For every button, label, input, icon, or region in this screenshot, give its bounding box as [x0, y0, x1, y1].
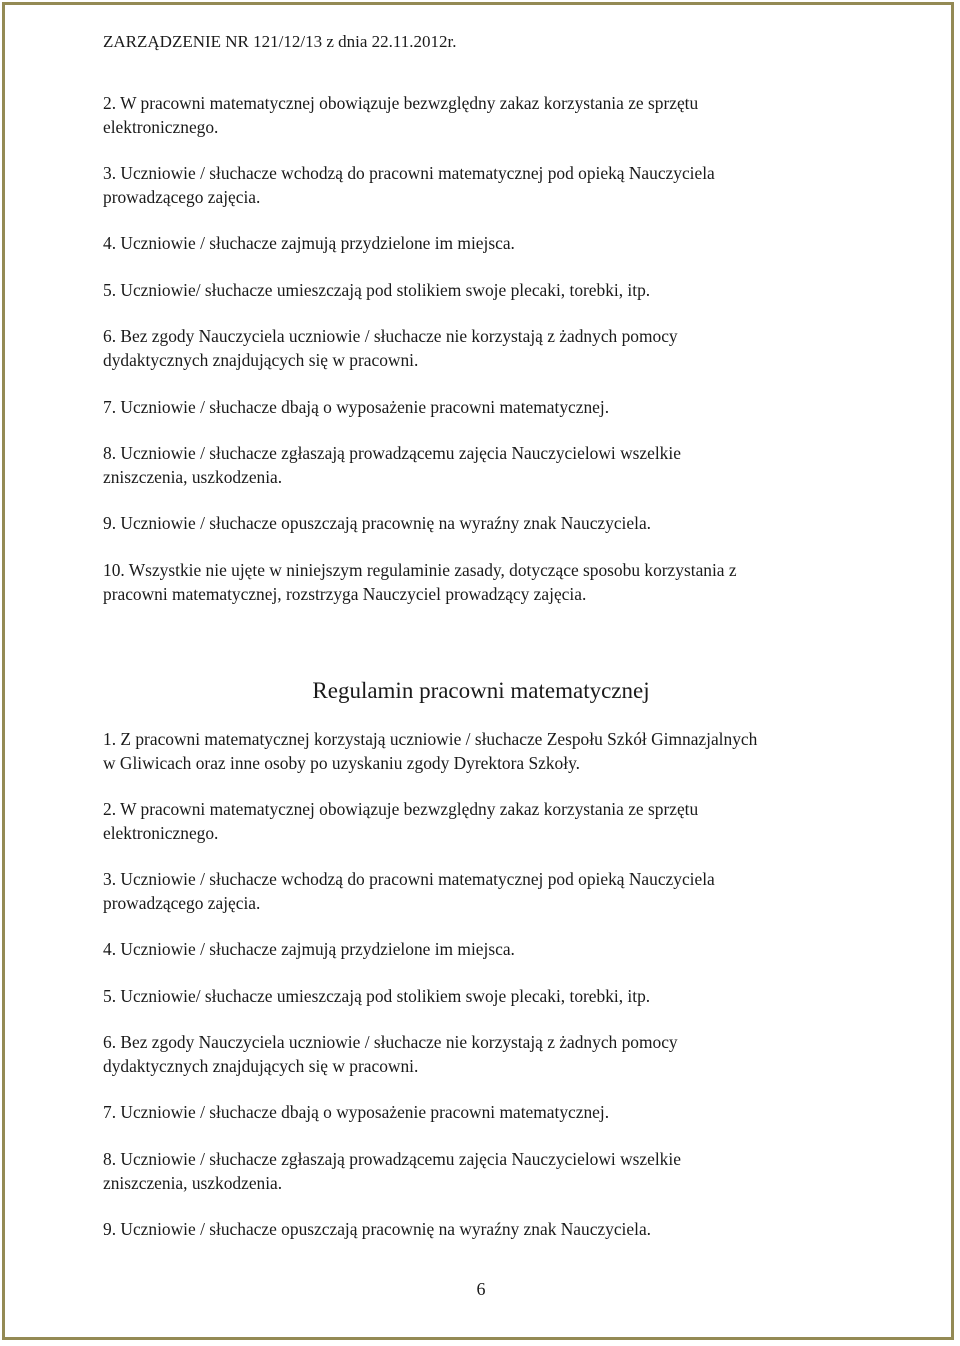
list-item-line: w Gliwicach oraz inne osoby po uzyskaniu zgody Dyrektora Szkoły.: [103, 753, 580, 773]
list-item-top-2: [103, 91, 883, 139]
list-item-bottom-5: [103, 984, 883, 1008]
list-item-line: dydaktycznych znajdujących się w pracowni.: [103, 1056, 419, 1076]
list-item-line: dydaktycznych znajdujących się w pracowni.: [103, 350, 419, 370]
list-item-line: 9. Uczniowie / słuchacze opuszczają pracownię na wyraźny znak Nauczyciela.: [103, 1219, 652, 1239]
list-item-line: 3. Uczniowie / słuchacze wchodzą do pracowni matematycznej pod opieką Nauczyciela: [103, 869, 715, 889]
document-page: [2, 2, 954, 1340]
list-item-line: 8. Uczniowie / słuchacze zgłaszają prowadzącemu zajęcia Nauczycielowi wszelkie: [103, 443, 681, 463]
list-item-bottom-3: [103, 867, 883, 915]
list-item-top-4: [103, 231, 883, 255]
list-item-line: 5. Uczniowie/ słuchacze umieszczają pod stolikiem swoje plecaki, torebki, itp.: [103, 986, 651, 1006]
list-item-top-10: [103, 558, 883, 606]
list-item-line: 6. Bez zgody Nauczyciela uczniowie / słuchacze nie korzystają z żadnych pomocy: [103, 326, 678, 346]
list-item-line: 4. Uczniowie / słuchacze zajmują przydzielone im miejsca.: [103, 939, 515, 959]
list-item-line: pracowni matematycznej, rozstrzyga Nauczyciel prowadzący zajęcia.: [103, 584, 587, 604]
list-item-line: zniszczenia, uszkodzenia.: [103, 467, 283, 487]
list-item-bottom-4: [103, 937, 883, 961]
list-item-bottom-6: [103, 1030, 883, 1078]
document-header: ZARZĄDZENIE NR 121/12/13 z dnia 22.11.2012r.: [103, 32, 457, 51]
list-item-line: 2. W pracowni matematycznej obowiązuje bezwzględny zakaz korzystania ze sprzętu: [103, 799, 699, 819]
list-item-bottom-9: [103, 1217, 883, 1241]
list-item-top-3: [103, 161, 883, 209]
list-item-top-6: [103, 324, 883, 372]
list-item-bottom-2: [103, 797, 883, 845]
list-item-line: 1. Z pracowni matematycznej korzystają uczniowie / słuchacze Zespołu Szkół Gimnazjalnych: [103, 729, 758, 749]
list-item-line: 6. Bez zgody Nauczyciela uczniowie / słuchacze nie korzystają z żadnych pomocy: [103, 1032, 678, 1052]
list-item-line: zniszczenia, uszkodzenia.: [103, 1173, 283, 1193]
list-item-line: 5. Uczniowie/ słuchacze umieszczają pod stolikiem swoje plecaki, torebki, itp.: [103, 280, 651, 300]
list-item-line: 2. W pracowni matematycznej obowiązuje bezwzględny zakaz korzystania ze sprzętu: [103, 93, 699, 113]
list-item-line: 9. Uczniowie / słuchacze opuszczają pracownię na wyraźny znak Nauczyciela.: [103, 513, 652, 533]
list-item-top-5: [103, 278, 883, 302]
list-item-line: 4. Uczniowie / słuchacze zajmują przydzielone im miejsca.: [103, 233, 515, 253]
list-item-line: 8. Uczniowie / słuchacze zgłaszają prowadzącemu zajęcia Nauczycielowi wszelkie: [103, 1149, 681, 1169]
list-item-bottom-8: [103, 1147, 883, 1195]
list-item-line: 7. Uczniowie / słuchacze dbają o wyposażenie pracowni matematycznej.: [103, 397, 610, 417]
list-item-line: elektronicznego.: [103, 117, 219, 137]
list-item-top-7: [103, 395, 883, 419]
list-item-top-9: [103, 511, 883, 535]
list-item-line: prowadzącego zajęcia.: [103, 187, 261, 207]
list-item-line: elektronicznego.: [103, 823, 219, 843]
list-item-bottom-7: [103, 1100, 883, 1124]
list-item-line: prowadzącego zajęcia.: [103, 893, 261, 913]
list-item-line: 10. Wszystkie nie ujęte w niniejszym regulaminie zasady, dotyczące sposobu korzystania z: [103, 560, 737, 580]
list-item-bottom-1: [103, 727, 883, 775]
list-item-line: 7. Uczniowie / słuchacze dbają o wyposażenie pracowni matematycznej.: [103, 1102, 610, 1122]
list-item-top-8: [103, 441, 883, 489]
page-number: 6: [476, 1279, 486, 1299]
list-item-line: 3. Uczniowie / słuchacze wchodzą do pracowni matematycznej pod opieką Nauczyciela: [103, 163, 715, 183]
section-title: Regulamin pracowni matematycznej: [312, 678, 650, 703]
